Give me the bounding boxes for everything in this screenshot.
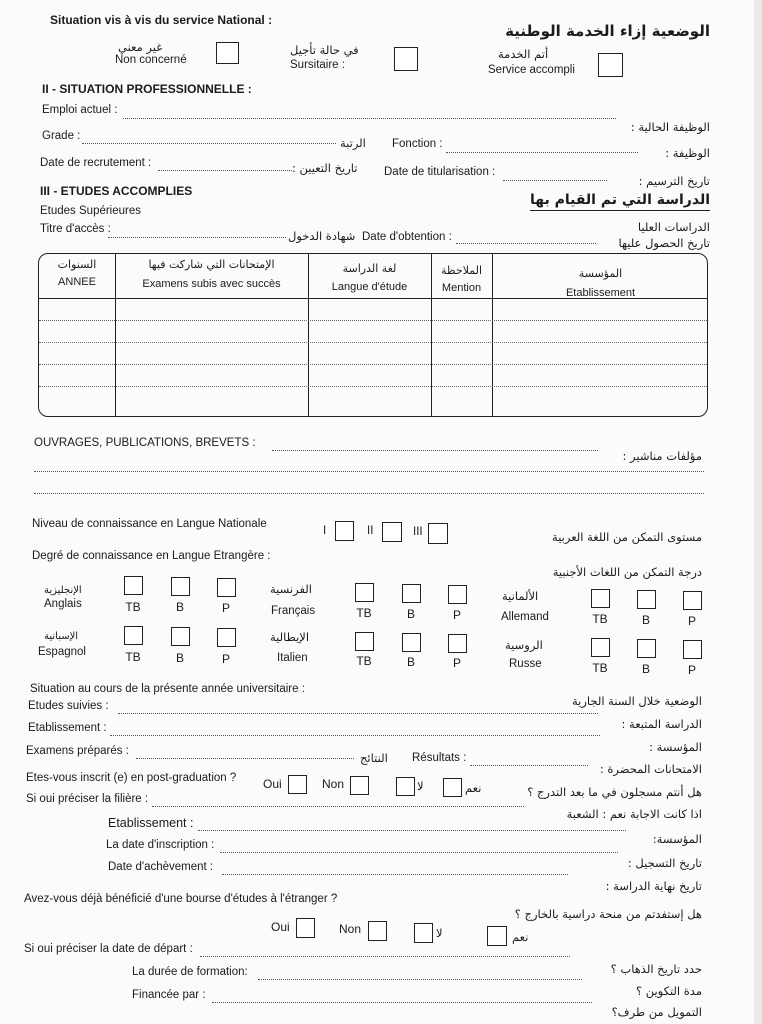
ouvrages-field[interactable]	[272, 450, 598, 451]
col-examens: Examens subis avec succès	[142, 278, 281, 290]
allemand-tb-checkbox[interactable]	[591, 589, 610, 608]
emploi-field[interactable]	[123, 118, 616, 119]
allemand-p-label: P	[687, 614, 696, 628]
recrutement-label: Date de recrutement :	[40, 157, 152, 169]
postgrad-la-label: لا	[417, 779, 424, 793]
lang-italien-ar: الإيطالية	[270, 630, 310, 644]
emploi-label: Emploi actuel :	[42, 104, 118, 116]
grade-label-ar: الرتبة	[340, 136, 366, 150]
filiere-label-ar: اذا كانت الاجابة نعم : الشعبة	[566, 807, 702, 821]
postgrad-non-label: Non	[322, 777, 345, 791]
allemand-tb-label: TB	[592, 612, 608, 626]
anglais-b-checkbox[interactable]	[171, 577, 190, 596]
inscription-label: La date d'inscription :	[106, 839, 215, 851]
ouvrages-line-3[interactable]	[34, 493, 704, 494]
postgrad-question: Etes-vous inscrit (e) en post-graduation ?	[26, 772, 237, 784]
service-accompli-checkbox[interactable]	[598, 53, 623, 77]
bourse-non-label: Non	[339, 922, 362, 936]
espagnol-p-label: P	[221, 652, 230, 666]
bourse-la-label: لا	[436, 926, 443, 940]
bourse-oui-label: Oui	[271, 920, 290, 934]
col-etablissement-ar: المؤسسة	[578, 267, 623, 280]
lang-francais: Français	[271, 605, 316, 617]
duree-label-ar: مدة التكوين ؟	[635, 984, 702, 998]
ouvrages-label-ar: مؤلفات مناشير :	[622, 449, 702, 463]
allemand-b-label: B	[641, 613, 650, 627]
grade-field[interactable]	[82, 143, 336, 144]
bourse-question-ar: هل إستفدتم من منحة دراسية بالخارج ؟	[514, 907, 702, 921]
financement-label: Financée par :	[132, 989, 206, 1001]
langue-nat-label: Niveau de connaissance en Langue Nationale	[32, 518, 267, 530]
achevement-label: Date d'achèvement :	[108, 861, 214, 873]
langue-etr-label-ar: درجة التمكن من اللغات الأجنبية	[552, 565, 702, 579]
langue-etr-label: Degré de connaissance en Langue Etrangère :	[32, 550, 271, 562]
etudes-suivies-label: Etudes suivies :	[28, 700, 109, 712]
section-etudes-title: III - ETUDES ACCOMPLIES	[40, 184, 193, 198]
etudes-suivies-field[interactable]	[118, 713, 598, 714]
titularisation-label-ar: تاريخ الترسيم :	[638, 174, 710, 188]
depart-label: Si oui préciser la date de départ :	[24, 943, 193, 955]
bourse-naam-checkbox[interactable]	[487, 926, 507, 946]
opt-sursitaire: Sursitaire :	[290, 59, 345, 71]
recrutement-label-ar: تاريخ التعيين :	[292, 161, 358, 175]
anglais-p-checkbox[interactable]	[217, 578, 236, 597]
lang-espagnol: Espagnol	[38, 646, 86, 658]
achevement-field[interactable]	[222, 874, 568, 875]
annee-univ-label-ar: الوضعية خلال السنة الجارية	[571, 694, 702, 708]
col-mention-ar: الملاحظة	[440, 264, 483, 277]
russe-tb-label: TB	[592, 661, 608, 675]
achevement-label-ar: تاريخ نهاية الدراسة :	[605, 879, 702, 893]
postgrad-naam-checkbox[interactable]	[443, 778, 462, 797]
col-mention: Mention	[441, 282, 482, 294]
lang-espagnol-ar: الإسبانية	[44, 631, 79, 642]
lang-allemand-ar: الألمانية	[502, 589, 539, 603]
opt-sursitaire-ar: في حالة تأجيل	[290, 43, 359, 57]
annee-etab-label: Etablissement :	[28, 722, 107, 734]
russe-p-label: P	[687, 663, 696, 677]
opt-non-concerne: Non concerné	[115, 54, 187, 66]
level-ii-checkbox[interactable]	[382, 522, 402, 542]
resultats-label: Résultats :	[412, 752, 467, 764]
resultats-label-ar: النتائج	[360, 751, 388, 765]
francais-p-checkbox[interactable]	[448, 585, 467, 604]
fonction-label: Fonction :	[392, 138, 443, 150]
allemand-p-checkbox[interactable]	[683, 591, 702, 610]
annee-univ-label: Situation au cours de la présente année universitaire :	[30, 683, 305, 695]
service-title: Situation vis à vis du service National :	[50, 13, 273, 27]
annee-etab-label-ar: المؤسسة :	[649, 740, 702, 754]
bourse-naam-label: نعم	[512, 930, 529, 944]
pg-etab-label-ar: المؤسسة:	[652, 832, 702, 846]
titularisation-label: Date de titularisation :	[384, 166, 496, 178]
anglais-tb-label: TB	[125, 600, 141, 614]
examens-label-ar: الامتحانات المحضرة :	[599, 762, 702, 776]
postgrad-oui-checkbox[interactable]	[288, 775, 307, 794]
grade-label: Grade :	[42, 130, 81, 142]
depart-label-ar: حدد تاريخ الذهاب ؟	[610, 962, 702, 976]
russe-p-checkbox[interactable]	[683, 640, 702, 659]
espagnol-p-checkbox[interactable]	[217, 628, 236, 647]
italien-b-checkbox[interactable]	[402, 633, 421, 652]
level-i-checkbox[interactable]	[335, 521, 354, 541]
espagnol-tb-label: TB	[125, 650, 141, 664]
examens-label: Examens préparés :	[26, 745, 129, 757]
inscription-field[interactable]	[220, 852, 618, 853]
francais-p-label: P	[452, 608, 461, 622]
francais-tb-checkbox[interactable]	[355, 583, 374, 602]
anglais-p-label: P	[221, 601, 230, 615]
titre-acces-label-ar: شهادة الدخول	[288, 229, 356, 243]
etudes-table	[38, 253, 708, 417]
bourse-la-checkbox[interactable]	[414, 923, 433, 943]
col-annee: ANNEE	[58, 276, 96, 288]
level-iii-checkbox[interactable]	[428, 523, 448, 544]
fonction-field[interactable]	[446, 152, 638, 153]
postgrad-oui-label: Oui	[263, 777, 282, 791]
italien-tb-label: TB	[356, 654, 372, 668]
examens-field[interactable]	[136, 758, 354, 759]
russe-tb-checkbox[interactable]	[591, 638, 610, 657]
anglais-b-label: B	[175, 600, 184, 614]
bourse-question: Avez-vous déjà bénéficié d'une bourse d'études à l'étranger ?	[24, 893, 338, 905]
section-etudes-title-ar: الدراسة التي تم القيام بها	[530, 192, 710, 211]
lang-russe-ar: الروسية	[505, 638, 543, 652]
italien-p-label: P	[452, 656, 461, 670]
titre-acces-field[interactable]	[108, 237, 286, 238]
lang-anglais-ar: الإنجليزية	[44, 585, 82, 596]
col-langue: Langue d'étude	[331, 281, 408, 293]
financement-field[interactable]	[212, 1002, 592, 1003]
filiere-label: Si oui préciser la filière :	[26, 793, 149, 805]
etudes-sup-label: Etudes Supérieures	[40, 205, 142, 217]
fonction-label-ar: الوظيفة :	[665, 146, 710, 160]
date-obtention-label-ar: تاريخ الحصول عليها	[618, 236, 710, 250]
annee-etab-field[interactable]	[110, 735, 600, 736]
francais-b-label: B	[406, 607, 415, 621]
section-pro-title: II - SITUATION PROFESSIONNELLE :	[42, 82, 252, 96]
pg-etab-field[interactable]	[198, 830, 626, 831]
col-annee-ar: السنوات	[57, 258, 97, 271]
bourse-oui-checkbox[interactable]	[296, 918, 315, 938]
titularisation-field[interactable]	[503, 180, 607, 181]
recrutement-field[interactable]	[158, 170, 292, 171]
level-i-label: I	[323, 525, 327, 537]
lang-anglais: Anglais	[44, 598, 82, 610]
lang-russe: Russe	[509, 658, 542, 670]
espagnol-b-checkbox[interactable]	[171, 627, 190, 646]
francais-b-checkbox[interactable]	[402, 584, 421, 603]
lang-allemand: Allemand	[501, 611, 549, 623]
langue-nat-label-ar: مستوى التمكن من اللغة العربية	[552, 530, 702, 544]
resultats-field[interactable]	[470, 765, 588, 766]
level-iii-label: III	[413, 526, 423, 538]
non-concerne-checkbox[interactable]	[216, 42, 239, 64]
ouvrages-line-2[interactable]	[34, 471, 704, 472]
sursitaire-checkbox[interactable]	[394, 47, 418, 71]
emploi-label-ar: الوظيفة الحالية :	[630, 120, 710, 134]
opt-service-accompli: Service accompli	[488, 64, 575, 76]
etudes-suivies-label-ar: الدراسة المتبعة :	[621, 717, 702, 731]
postgrad-la-checkbox[interactable]	[396, 777, 415, 796]
russe-b-checkbox[interactable]	[637, 639, 656, 658]
francais-tb-label: TB	[356, 606, 372, 620]
col-examens-ar: الإمتحانات التي شاركت فيها	[148, 258, 275, 271]
italien-p-checkbox[interactable]	[448, 634, 467, 653]
russe-b-label: B	[641, 662, 650, 676]
bourse-non-checkbox[interactable]	[368, 921, 387, 941]
page-edge	[754, 0, 762, 1024]
inscription-label-ar: تاريخ التسجيل :	[627, 856, 702, 870]
titre-acces-label: Titre d'accès :	[40, 223, 111, 235]
service-title-ar: الوضعية إزاء الخدمة الوطنية	[505, 22, 710, 40]
depart-field[interactable]	[200, 956, 570, 957]
col-langue-ar: لغة الدراسة	[342, 262, 397, 275]
postgrad-non-checkbox[interactable]	[350, 776, 369, 795]
date-obtention-label: Date d'obtention :	[362, 231, 452, 243]
postgrad-naam-label: نعم	[465, 781, 482, 795]
level-ii-label: II	[367, 525, 374, 537]
espagnol-b-label: B	[175, 651, 184, 665]
italien-b-label: B	[406, 655, 415, 669]
ouvrages-label: OUVRAGES, PUBLICATIONS, BREVETS :	[34, 437, 256, 449]
lang-italien: Italien	[277, 652, 308, 664]
date-obtention-field[interactable]	[456, 243, 596, 244]
italien-tb-checkbox[interactable]	[355, 632, 374, 651]
duree-label: La durée de formation:	[132, 966, 248, 978]
postgrad-question-ar: هل أنتم مسجلون في ما بعد التدرج ؟	[527, 785, 702, 799]
etudes-sup-label-ar: الدراسات العليا	[637, 220, 710, 234]
espagnol-tb-checkbox[interactable]	[124, 626, 143, 645]
allemand-b-checkbox[interactable]	[637, 590, 656, 609]
lang-francais-ar: الفرنسية	[270, 582, 312, 596]
financement-label-ar: التمويل من طرف؟	[611, 1005, 702, 1019]
pg-etab-label: Etablissement :	[108, 816, 194, 830]
anglais-tb-checkbox[interactable]	[124, 576, 143, 595]
filiere-field[interactable]	[152, 806, 524, 807]
duree-field[interactable]	[258, 979, 582, 980]
col-etablissement: Etablissement	[565, 287, 636, 299]
opt-non-concerne-ar: غير معني	[118, 40, 163, 54]
opt-service-accompli-ar: أتم الخدمة	[498, 47, 549, 61]
